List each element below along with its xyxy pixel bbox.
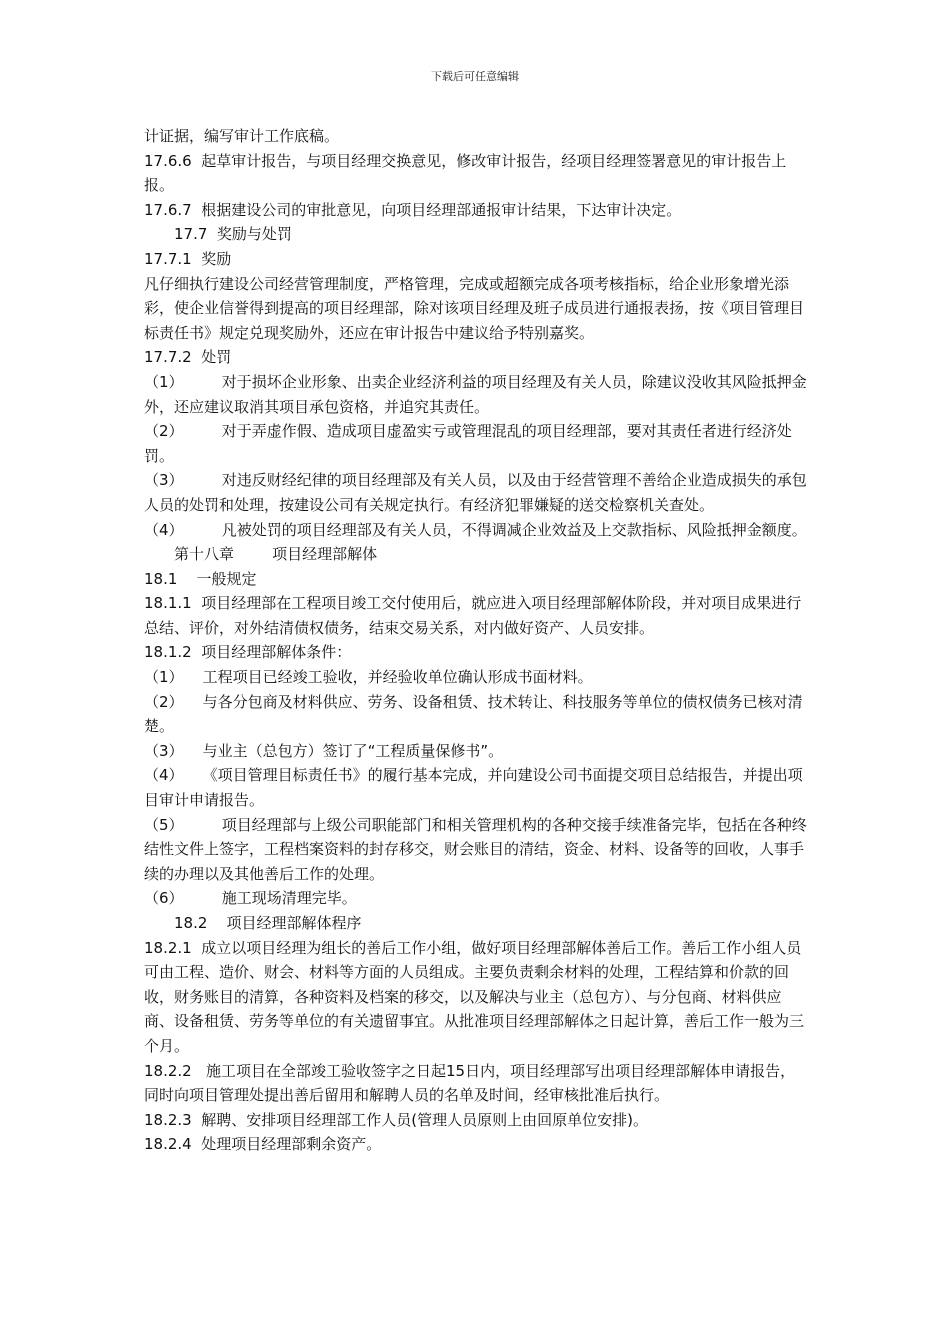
paragraph: （1） 对于损坏企业形象、出卖企业经济利益的项目经理及有关人员，除建议没收其风险抵押金外，还应建议取消其项目承包资格，并追究其责任。 bbox=[144, 372, 807, 416]
page-header: 下载后可任意编辑 bbox=[431, 70, 519, 83]
paragraph: （6） 施工现场清理完毕。 bbox=[144, 889, 357, 908]
paragraph: 18.1 一般规定 bbox=[144, 569, 257, 588]
paragraph: 17.6.7 根据建设公司的审批意见，向项目经理部通报审计结果，下达审计决定。 bbox=[144, 200, 682, 219]
paragraph: 18.2.4 处理项目经理部剩余资产。 bbox=[144, 1135, 382, 1154]
paragraph: （1） 工程项目已经竣工验收，并经验收单位确认形成书面材料。 bbox=[144, 668, 593, 687]
paragraph: 18.2.1 成立以项目经理为组长的善后工作小组，做好项目经理部解体善后工作。善后工作小组人员可由工程、造价、财会、材料等方面的人员组成。主要负责剩余材料的处理，工程结算和价款的回收，财务账目的清算，各种资料及档案的移交，以及解决与业主（总包方）、与分包商、材料供应商、设备租赁、劳务等单位的有关遗留事宜。从批准项目经理部解体之日起计算，善后工作一般为三个月。 bbox=[144, 938, 805, 1055]
paragraph: 18.2.3 解聘、安排项目经理部工作人员(管理人员原则上由回原单位安排)。 bbox=[144, 1110, 648, 1129]
section-heading: 18.2 项目经理部解体程序 bbox=[174, 914, 362, 932]
paragraph: 17.6.6 起草审计报告，与项目经理交换意见，修改审计报告，经项目经理签署意见的审计报告上报。 bbox=[144, 151, 787, 195]
paragraph: 18.1.2 项目经理部解体条件： bbox=[144, 643, 352, 662]
paragraph: 17.7.1 奖励 bbox=[144, 249, 232, 268]
paragraph: （3） 与业主（总包方）签订了“工程质量保修书”。 bbox=[144, 741, 504, 760]
section-heading: 17.7 奖励与处罚 bbox=[174, 225, 292, 244]
paragraph: （4） 《项目管理目标责任书》的履行基本完成，并向建设公司书面提交项目总结报告，并提出项目审计申请报告。 bbox=[144, 766, 803, 810]
paragraph: （2） 对于弄虚作假、造成项目虚盈实亏或管理混乱的项目经理部，要对其责任者进行经济处罚。 bbox=[144, 422, 792, 465]
paragraph: 计证据，编写审计工作底稿。 bbox=[144, 127, 340, 145]
section-heading: 第十八章 项目经理部解体 bbox=[174, 545, 378, 564]
paragraph: 18.2.2 施工项目在全部竣工验收签字之日起15日内，项目经理部写出项目经理部解体申请报告，同时向项目管理处提出善后留用和解聘人员的名单及时间，经审核批准后执行。 bbox=[144, 1061, 796, 1105]
paragraph: （5） 项目经理部与上级公司职能部门和相关管理机构的各种交接手续准备完毕，包括在各种终结性文件上签字，工程档案资料的封存移交，财会账目的清结，资金、材料、设备等的回收，人事手续的办理以及其他善后工作的处理。 bbox=[144, 815, 807, 883]
paragraph: 17.7.2 处罚 bbox=[144, 348, 232, 367]
paragraph: （3） 对违反财经纪律的项目经理部及有关人员，以及由于经营管理不善给企业造成损失的承包人员的处罚和处理，按建设公司有关规定执行。有经济犯罪嫌疑的送交检察机关查处。 bbox=[144, 471, 807, 514]
paragraph: （2） 与各分包商及材料供应、劳务、设备租赁、技术转让、科技服务等单位的债权债务已核对清楚。 bbox=[144, 692, 803, 736]
paragraph: 凡仔细执行建设公司经营管理制度，严格管理，完成或超额完成各项考核指标，给企业形象增光添彩，使企业信誉得到提高的项目经理部，除对该项目经理及班子成员进行通报表扬，按《项目管理目标责任书》规定兑现奖励外，还应在审计报告中建议给予特别嘉奖。 bbox=[144, 274, 805, 342]
paragraph: 18.1.1 项目经理部在工程项目竣工交付使用后，就应进入项目经理部解体阶段，并对项目成果进行总结、评价，对外结清债权债务，结束交易关系，对内做好资产、人员安排。 bbox=[144, 594, 802, 637]
paragraph: （4） 凡被处罚的项目经理部及有关人员，不得调减企业效益及上交款指标、风险抵押金额度。 bbox=[144, 520, 807, 539]
document-body bbox=[144, 124, 809, 1157]
